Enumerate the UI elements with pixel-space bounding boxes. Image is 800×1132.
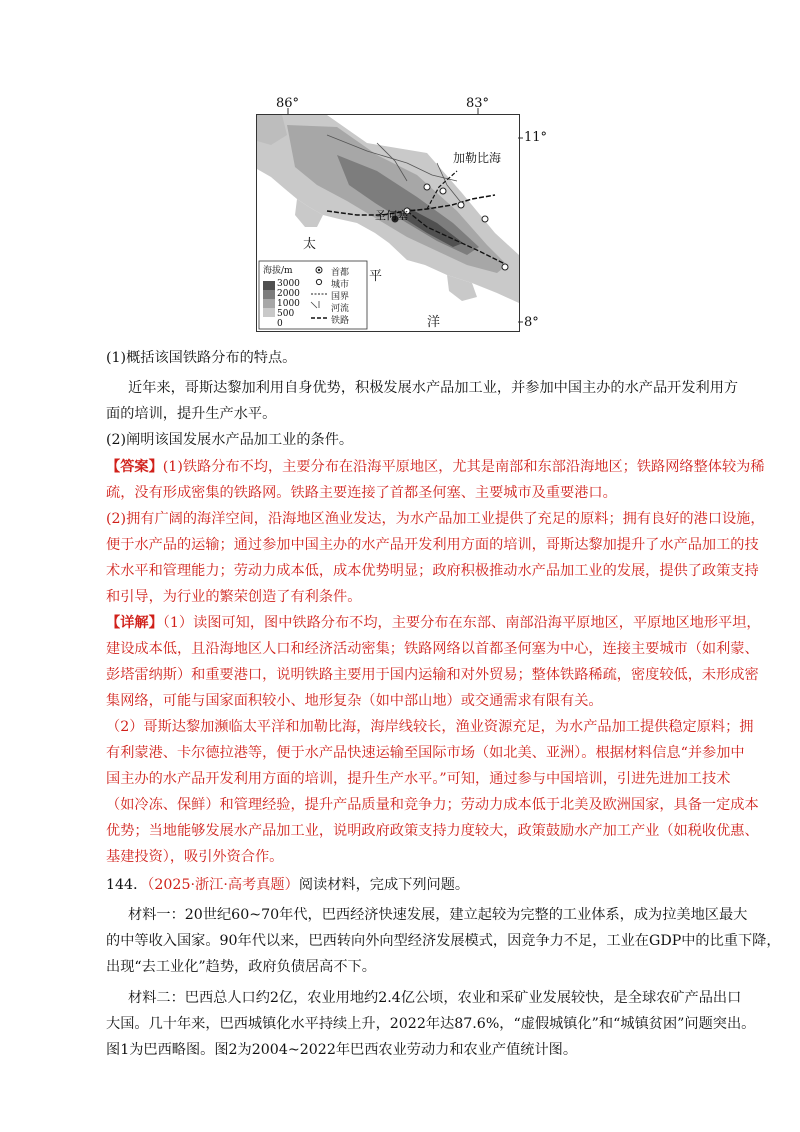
answer-line-3: (2)拥有广阔的海洋空间，沿海地区渔业发达，为水产品加工业提供了充足的原料；拥有良好的港口设施，: [106, 511, 765, 527]
capital-label: 圣何塞: [375, 209, 408, 222]
legend-railway: 铁路: [331, 316, 350, 326]
question-144-number: 144．: [106, 877, 148, 893]
legend-level-1000: 1000: [277, 299, 300, 309]
material-1-line-2: 的中等收入国家。90年代以来，巴西转向外向型经济发展模式，因竞争力不足，工业在GDP中的比重下降，: [106, 933, 781, 949]
answer-line-6: 和引导，为行业的繁荣创造了有利条件。: [106, 589, 362, 605]
lat-label-8: 8°: [524, 315, 539, 330]
answer-text-1: (1)铁路分布不均，主要分布在沿海平原地区，尤其是南部和东部沿海地区；铁路网络整体较为稀: [162, 459, 765, 475]
legend-capital: 首都: [331, 268, 350, 278]
ocean-char-3: 洋: [427, 315, 441, 330]
legend-border: 国界: [331, 292, 350, 302]
legend-level-500: 500: [277, 309, 295, 319]
detail-line-1: [106, 613, 761, 633]
answer-line-2: 疏，没有形成密集的铁路网。铁路主要连接了首都圣何塞、主要城市及重要港口。: [106, 485, 617, 501]
detail-text-1: （1）读图可知，图中铁路分布不均，主要分布在东部、南部沿海平原地区，平原地区地形平坦，: [162, 615, 761, 631]
lon-label-83: 83°: [466, 96, 490, 111]
legend-level-3000: 3000: [277, 279, 300, 289]
ocean-char-1: 太: [303, 237, 317, 252]
material-1-line-3: 出现“去工业化”趋势，政府负债居高不下。: [106, 959, 376, 975]
lat-label-11: 11°: [524, 130, 548, 145]
question-144-text: 阅读材料，完成下列问题。: [298, 877, 470, 893]
material-1-line-1: 材料一：20世纪60~70年代，巴西经济快速发展，建立起较为完整的工业体系，成为拉美地区最大: [128, 907, 748, 923]
question-144: [106, 875, 469, 895]
material-2-line-1: 材料二：巴西总人口约2亿，农业用地约2.4亿公顷，农业和采矿业发展较快，是全球农矿产品出口: [128, 990, 742, 1006]
detail-tag: 【详解】: [106, 615, 163, 631]
lon-label-86: 86°: [276, 96, 300, 111]
answer-line-1: [106, 457, 765, 477]
material-intro-line-1: 近年来，哥斯达黎加利用自身优势，积极发展水产品加工业，并参加中国主办的水产品开发利用方: [128, 380, 739, 396]
legend-level-2000: 2000: [277, 289, 300, 299]
detail-line-6: 有利蒙港、卡尔德拉港等，便于水产品快速运输至国际市场（如北美、亚洲）。根据材料信息“并参加中: [106, 745, 745, 761]
legend-title: 海拔/m: [263, 266, 293, 276]
material-2-line-2: 大国。几十年来，巴西城镇化水平持续上升，2022年达87.6%，“虚假城镇化”和“城镇贫困”问题突出。: [106, 1016, 756, 1032]
detail-line-3: 彭塔雷纳斯）和重要港口，说明铁路主要用于国内运输和对外贸易；整体铁路稀疏，密度较低，未形成密: [106, 667, 759, 683]
caribbean-sea-label: 加勒比海: [453, 151, 502, 165]
map-ticks: [0, 0, 800, 340]
detail-line-7: 国主办的水产品开发利用方面的培训，提升生产水平。”可知，通过参与中国培训，引进先进加工技术: [106, 771, 731, 787]
answer-line-5: 术水平和管理能力；劳动力成本低，成本优势明显；政府积极推动水产品加工业的发展，提供了政策支持: [106, 563, 759, 579]
question-144-source: （2025·浙江·高考真题）: [147, 877, 299, 893]
detail-line-9: 优势；当地能够发展水产品加工业，说明政府政策支持力度较大，政策鼓励水产加工产业（如税收优惠、: [106, 823, 759, 839]
question-2: (2)阐明该国发展水产品加工业的条件。: [106, 432, 354, 448]
answer-tag: 【答案】: [106, 459, 163, 475]
detail-line-5: （2）哥斯达黎加濒临太平洋和加勒比海，海岸线较长，渔业资源充足，为水产品加工提供稳定原料；拥: [106, 719, 754, 735]
material-intro-line-2: 面的培训，提升生产水平。: [106, 406, 277, 422]
material-2-line-3: 图1为巴西略图。图2为2004~2022年巴西农业劳动力和农业产值统计图。: [106, 1042, 578, 1058]
detail-line-8: （如冷冻、保鲜）和管理经验，提升产品质量和竞争力；劳动力成本低于北美及欧洲国家，具备一定成本: [106, 797, 759, 813]
ocean-char-2: 平: [369, 269, 383, 284]
answer-line-4: 便于水产品的运输；通过参加中国主办的水产品开发利用方面的培训，哥斯达黎加提升了水产品加工的技: [106, 537, 759, 553]
legend-river: 河流: [331, 304, 350, 314]
legend-level-0: 0: [277, 319, 283, 329]
legend-city: 城市: [331, 280, 350, 290]
detail-line-2: 建设成本低，且沿海地区人口和经济活动密集；铁路网络以首都圣何塞为中心，连接主要城市（如利蒙、: [106, 641, 759, 657]
detail-line-10: 基建投资），吸引外资合作。: [106, 849, 284, 865]
question-1: (1)概括该国铁路分布的特点。: [106, 350, 297, 366]
detail-line-4: 集网络，可能与国家面积较小、地形复杂（如中部山地）或交通需求有限有关。: [106, 693, 603, 709]
